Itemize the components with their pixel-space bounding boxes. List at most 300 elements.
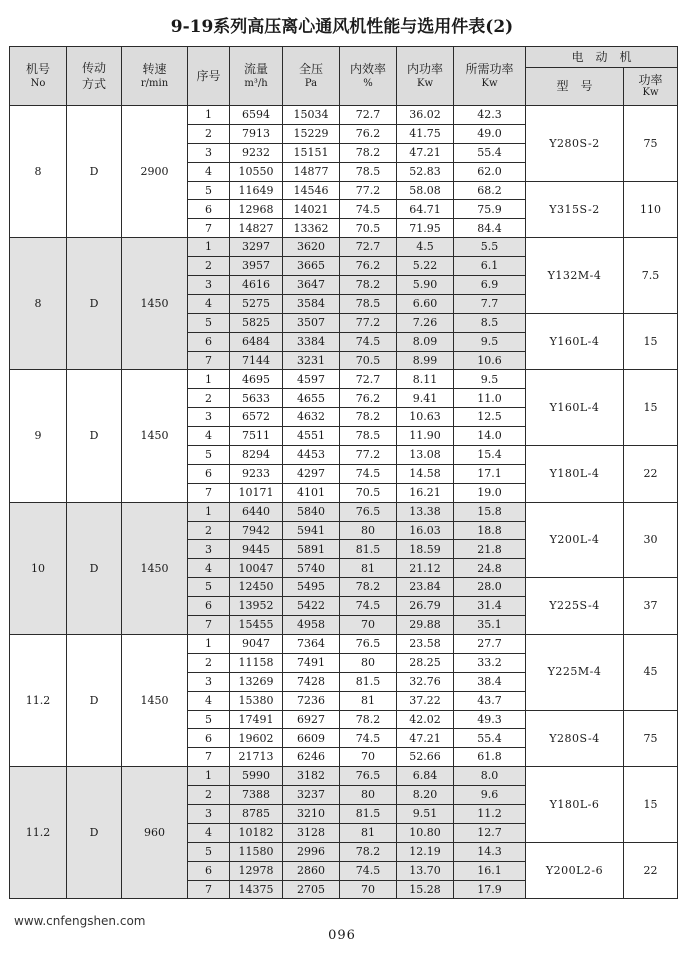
- internal-power-cell: 8.09: [397, 332, 454, 351]
- required-power-cell: 55.4: [454, 729, 526, 748]
- seq-cell: 6: [188, 861, 230, 880]
- internal-power-cell: 41.75: [397, 124, 454, 143]
- required-power-cell: 19.0: [454, 483, 526, 502]
- flow-cell: 10171: [230, 483, 283, 502]
- motor-model-cell: Y280S-4: [526, 710, 624, 767]
- efficiency-cell: 78.2: [340, 842, 397, 861]
- internal-power-cell: 8.11: [397, 370, 454, 389]
- header-internal-power: 内功率 Kw: [397, 47, 454, 106]
- efficiency-cell: 81: [340, 823, 397, 842]
- required-power-cell: 43.7: [454, 691, 526, 710]
- efficiency-cell: 78.2: [340, 578, 397, 597]
- efficiency-cell: 77.2: [340, 446, 397, 465]
- table-row: [10, 238, 678, 257]
- pressure-cell: 7428: [283, 672, 340, 691]
- seq-cell: 2: [188, 653, 230, 672]
- efficiency-cell: 70: [340, 748, 397, 767]
- efficiency-cell: 77.2: [340, 313, 397, 332]
- efficiency-cell: 78.5: [340, 162, 397, 181]
- internal-power-cell: 23.84: [397, 578, 454, 597]
- flow-cell: 5275: [230, 294, 283, 313]
- header-motor: 电 动 机: [526, 47, 678, 68]
- pressure-cell: 3182: [283, 767, 340, 786]
- machine-no-cell: 9: [10, 370, 67, 502]
- internal-power-cell: 16.21: [397, 483, 454, 502]
- motor-model-cell: Y200L2-6: [526, 842, 624, 899]
- required-power-cell: 8.5: [454, 313, 526, 332]
- flow-cell: 5825: [230, 313, 283, 332]
- required-power-cell: 84.4: [454, 219, 526, 238]
- pressure-cell: 7236: [283, 691, 340, 710]
- pressure-cell: 14021: [283, 200, 340, 219]
- efficiency-cell: 72.7: [340, 238, 397, 257]
- flow-cell: 11580: [230, 842, 283, 861]
- flow-cell: 13952: [230, 597, 283, 616]
- pressure-cell: 3665: [283, 257, 340, 276]
- motor-model-cell: Y225S-4: [526, 578, 624, 635]
- flow-cell: 7388: [230, 786, 283, 805]
- internal-power-cell: 29.88: [397, 616, 454, 635]
- internal-power-cell: 71.95: [397, 219, 454, 238]
- flow-cell: 11158: [230, 653, 283, 672]
- efficiency-cell: 74.5: [340, 597, 397, 616]
- header-machine-no: 机号 No: [10, 47, 67, 106]
- seq-cell: 3: [188, 408, 230, 427]
- seq-cell: 3: [188, 276, 230, 295]
- seq-cell: 2: [188, 389, 230, 408]
- pressure-cell: 5422: [283, 597, 340, 616]
- required-power-cell: 15.8: [454, 502, 526, 521]
- efficiency-cell: 77.2: [340, 181, 397, 200]
- flow-cell: 15380: [230, 691, 283, 710]
- required-power-cell: 61.8: [454, 748, 526, 767]
- seq-cell: 7: [188, 483, 230, 502]
- speed-cell: 1450: [122, 370, 188, 502]
- internal-power-cell: 7.26: [397, 313, 454, 332]
- flow-cell: 14827: [230, 219, 283, 238]
- pressure-cell: 6927: [283, 710, 340, 729]
- efficiency-cell: 72.7: [340, 370, 397, 389]
- pressure-cell: 4597: [283, 370, 340, 389]
- seq-cell: 1: [188, 767, 230, 786]
- seq-cell: 5: [188, 446, 230, 465]
- efficiency-cell: 81: [340, 691, 397, 710]
- machine-no-cell: 10: [10, 502, 67, 634]
- internal-power-cell: 9.41: [397, 389, 454, 408]
- required-power-cell: 14.0: [454, 427, 526, 446]
- pressure-cell: 4958: [283, 616, 340, 635]
- pressure-cell: 4453: [283, 446, 340, 465]
- internal-power-cell: 37.22: [397, 691, 454, 710]
- flow-cell: 3957: [230, 257, 283, 276]
- required-power-cell: 49.3: [454, 710, 526, 729]
- flow-cell: 12968: [230, 200, 283, 219]
- efficiency-cell: 74.5: [340, 464, 397, 483]
- efficiency-cell: 76.5: [340, 634, 397, 653]
- pressure-cell: 4632: [283, 408, 340, 427]
- efficiency-cell: 74.5: [340, 200, 397, 219]
- motor-power-cell: 22: [624, 842, 678, 899]
- machine-no-cell: 11.2: [10, 767, 67, 899]
- required-power-cell: 75.9: [454, 200, 526, 219]
- motor-power-cell: 22: [624, 446, 678, 503]
- flow-cell: 8785: [230, 804, 283, 823]
- seq-cell: 3: [188, 672, 230, 691]
- seq-cell: 1: [188, 502, 230, 521]
- efficiency-cell: 78.2: [340, 408, 397, 427]
- seq-cell: 6: [188, 200, 230, 219]
- efficiency-cell: 70: [340, 616, 397, 635]
- efficiency-cell: 80: [340, 521, 397, 540]
- flow-cell: 11649: [230, 181, 283, 200]
- seq-cell: 7: [188, 880, 230, 899]
- motor-power-cell: 110: [624, 181, 678, 238]
- seq-cell: 1: [188, 106, 230, 125]
- seq-cell: 2: [188, 124, 230, 143]
- speed-cell: 2900: [122, 106, 188, 238]
- header-seq: 序号: [188, 47, 230, 106]
- internal-power-cell: 16.03: [397, 521, 454, 540]
- flow-cell: 10182: [230, 823, 283, 842]
- required-power-cell: 9.5: [454, 370, 526, 389]
- table-row: [10, 370, 678, 389]
- motor-power-cell: 15: [624, 370, 678, 446]
- motor-model-cell: Y132M-4: [526, 238, 624, 314]
- pressure-cell: 3128: [283, 823, 340, 842]
- required-power-cell: 62.0: [454, 162, 526, 181]
- motor-model-cell: Y160L-4: [526, 313, 624, 370]
- internal-power-cell: 23.58: [397, 634, 454, 653]
- flow-cell: 13269: [230, 672, 283, 691]
- table-row: [10, 634, 678, 653]
- speed-cell: 1450: [122, 502, 188, 634]
- motor-model-cell: Y280S-2: [526, 106, 624, 182]
- internal-power-cell: 52.66: [397, 748, 454, 767]
- internal-power-cell: 9.51: [397, 804, 454, 823]
- internal-power-cell: 52.83: [397, 162, 454, 181]
- header-motor-power: 功率 Kw: [624, 68, 678, 106]
- motor-power-cell: 15: [624, 313, 678, 370]
- flow-cell: 21713: [230, 748, 283, 767]
- seq-cell: 7: [188, 616, 230, 635]
- motor-model-cell: Y225M-4: [526, 634, 624, 710]
- efficiency-cell: 78.2: [340, 276, 397, 295]
- header-required-power: 所需功率 Kw: [454, 47, 526, 106]
- internal-power-cell: 11.90: [397, 427, 454, 446]
- efficiency-cell: 78.5: [340, 427, 397, 446]
- seq-cell: 4: [188, 294, 230, 313]
- seq-cell: 2: [188, 257, 230, 276]
- pressure-cell: 6609: [283, 729, 340, 748]
- pressure-cell: 3647: [283, 276, 340, 295]
- motor-power-cell: 75: [624, 106, 678, 182]
- efficiency-cell: 74.5: [340, 729, 397, 748]
- efficiency-cell: 81.5: [340, 804, 397, 823]
- required-power-cell: 11.0: [454, 389, 526, 408]
- header-drive: 传动 方式: [67, 47, 122, 106]
- drive-cell: D: [67, 634, 122, 766]
- required-power-cell: 24.8: [454, 559, 526, 578]
- motor-power-cell: 30: [624, 502, 678, 578]
- motor-power-cell: 45: [624, 634, 678, 710]
- speed-cell: 1450: [122, 634, 188, 766]
- efficiency-cell: 76.5: [340, 767, 397, 786]
- required-power-cell: 11.2: [454, 804, 526, 823]
- internal-power-cell: 12.19: [397, 842, 454, 861]
- seq-cell: 6: [188, 729, 230, 748]
- efficiency-cell: 81.5: [340, 540, 397, 559]
- seq-cell: 4: [188, 162, 230, 181]
- flow-cell: 15455: [230, 616, 283, 635]
- seq-cell: 5: [188, 710, 230, 729]
- efficiency-cell: 78.5: [340, 294, 397, 313]
- drive-cell: D: [67, 238, 122, 370]
- seq-cell: 4: [188, 427, 230, 446]
- pressure-cell: 5740: [283, 559, 340, 578]
- motor-model-cell: Y315S-2: [526, 181, 624, 238]
- pressure-cell: 4655: [283, 389, 340, 408]
- required-power-cell: 49.0: [454, 124, 526, 143]
- seq-cell: 1: [188, 634, 230, 653]
- pressure-cell: 3210: [283, 804, 340, 823]
- pressure-cell: 3620: [283, 238, 340, 257]
- flow-cell: 9233: [230, 464, 283, 483]
- flow-cell: 7942: [230, 521, 283, 540]
- seq-cell: 5: [188, 578, 230, 597]
- required-power-cell: 8.0: [454, 767, 526, 786]
- drive-cell: D: [67, 767, 122, 899]
- internal-power-cell: 64.71: [397, 200, 454, 219]
- pressure-cell: 7491: [283, 653, 340, 672]
- pressure-cell: 13362: [283, 219, 340, 238]
- internal-power-cell: 13.08: [397, 446, 454, 465]
- required-power-cell: 16.1: [454, 861, 526, 880]
- pressure-cell: 15034: [283, 106, 340, 125]
- required-power-cell: 6.9: [454, 276, 526, 295]
- speed-cell: 960: [122, 767, 188, 899]
- flow-cell: 12450: [230, 578, 283, 597]
- seq-cell: 5: [188, 842, 230, 861]
- pressure-cell: 4551: [283, 427, 340, 446]
- efficiency-cell: 78.2: [340, 710, 397, 729]
- efficiency-cell: 74.5: [340, 332, 397, 351]
- header-speed: 转速 r/min: [122, 47, 188, 106]
- flow-cell: 14375: [230, 880, 283, 899]
- pressure-cell: 4297: [283, 464, 340, 483]
- flow-cell: 9445: [230, 540, 283, 559]
- efficiency-cell: 80: [340, 786, 397, 805]
- required-power-cell: 31.4: [454, 597, 526, 616]
- pressure-cell: 3237: [283, 786, 340, 805]
- seq-cell: 2: [188, 786, 230, 805]
- required-power-cell: 28.0: [454, 578, 526, 597]
- required-power-cell: 14.3: [454, 842, 526, 861]
- required-power-cell: 15.4: [454, 446, 526, 465]
- seq-cell: 3: [188, 143, 230, 162]
- drive-cell: D: [67, 106, 122, 238]
- internal-power-cell: 14.58: [397, 464, 454, 483]
- pressure-cell: 14877: [283, 162, 340, 181]
- required-power-cell: 9.6: [454, 786, 526, 805]
- header-flow: 流量 m³/h: [230, 47, 283, 106]
- motor-power-cell: 75: [624, 710, 678, 767]
- motor-power-cell: 15: [624, 767, 678, 843]
- flow-cell: 6484: [230, 332, 283, 351]
- seq-cell: 3: [188, 540, 230, 559]
- required-power-cell: 12.5: [454, 408, 526, 427]
- seq-cell: 5: [188, 181, 230, 200]
- flow-cell: 6572: [230, 408, 283, 427]
- pressure-cell: 7364: [283, 634, 340, 653]
- required-power-cell: 35.1: [454, 616, 526, 635]
- internal-power-cell: 13.70: [397, 861, 454, 880]
- header-efficiency: 内效率 %: [340, 47, 397, 106]
- seq-cell: 7: [188, 351, 230, 370]
- motor-model-cell: Y160L-4: [526, 370, 624, 446]
- seq-cell: 3: [188, 804, 230, 823]
- table-row: [10, 767, 678, 786]
- internal-power-cell: 5.90: [397, 276, 454, 295]
- internal-power-cell: 21.12: [397, 559, 454, 578]
- efficiency-cell: 81: [340, 559, 397, 578]
- machine-no-cell: 8: [10, 238, 67, 370]
- internal-power-cell: 6.84: [397, 767, 454, 786]
- seq-cell: 6: [188, 597, 230, 616]
- efficiency-cell: 76.2: [340, 124, 397, 143]
- internal-power-cell: 28.25: [397, 653, 454, 672]
- seq-cell: 6: [188, 464, 230, 483]
- efficiency-cell: 81.5: [340, 672, 397, 691]
- flow-cell: 10047: [230, 559, 283, 578]
- internal-power-cell: 26.79: [397, 597, 454, 616]
- pressure-cell: 15151: [283, 143, 340, 162]
- flow-cell: 8294: [230, 446, 283, 465]
- motor-model-cell: Y180L-6: [526, 767, 624, 843]
- required-power-cell: 10.6: [454, 351, 526, 370]
- flow-cell: 5990: [230, 767, 283, 786]
- table-row: [10, 106, 678, 125]
- required-power-cell: 17.1: [454, 464, 526, 483]
- seq-cell: 7: [188, 748, 230, 767]
- required-power-cell: 18.8: [454, 521, 526, 540]
- required-power-cell: 55.4: [454, 143, 526, 162]
- pressure-cell: 5941: [283, 521, 340, 540]
- required-power-cell: 21.8: [454, 540, 526, 559]
- seq-cell: 5: [188, 313, 230, 332]
- flow-cell: 12978: [230, 861, 283, 880]
- header-motor-model: 型 号: [526, 68, 624, 106]
- pressure-cell: 5891: [283, 540, 340, 559]
- internal-power-cell: 47.21: [397, 729, 454, 748]
- table-row: [10, 502, 678, 521]
- flow-cell: 17491: [230, 710, 283, 729]
- pressure-cell: 3384: [283, 332, 340, 351]
- efficiency-cell: 78.2: [340, 143, 397, 162]
- internal-power-cell: 32.76: [397, 672, 454, 691]
- pressure-cell: 15229: [283, 124, 340, 143]
- page-title: 9-19系列高压离心通风机性能与选用件表(2): [170, 17, 514, 37]
- speed-cell: 1450: [122, 238, 188, 370]
- machine-no-cell: 8: [10, 106, 67, 238]
- pressure-cell: 3507: [283, 313, 340, 332]
- pressure-cell: 2860: [283, 861, 340, 880]
- drive-cell: D: [67, 502, 122, 634]
- flow-cell: 7144: [230, 351, 283, 370]
- required-power-cell: 17.9: [454, 880, 526, 899]
- seq-cell: 1: [188, 370, 230, 389]
- internal-power-cell: 10.80: [397, 823, 454, 842]
- required-power-cell: 68.2: [454, 181, 526, 200]
- seq-cell: 6: [188, 332, 230, 351]
- required-power-cell: 38.4: [454, 672, 526, 691]
- pressure-cell: 3584: [283, 294, 340, 313]
- internal-power-cell: 5.22: [397, 257, 454, 276]
- pressure-cell: 4101: [283, 483, 340, 502]
- pressure-cell: 2705: [283, 880, 340, 899]
- internal-power-cell: 8.99: [397, 351, 454, 370]
- internal-power-cell: 47.21: [397, 143, 454, 162]
- header-pressure: 全压 Pa: [283, 47, 340, 106]
- efficiency-cell: 70: [340, 880, 397, 899]
- machine-no-cell: 11.2: [10, 634, 67, 766]
- required-power-cell: 7.7: [454, 294, 526, 313]
- internal-power-cell: 10.63: [397, 408, 454, 427]
- flow-cell: 4695: [230, 370, 283, 389]
- internal-power-cell: 8.20: [397, 786, 454, 805]
- efficiency-cell: 76.2: [340, 389, 397, 408]
- required-power-cell: 5.5: [454, 238, 526, 257]
- flow-cell: 19602: [230, 729, 283, 748]
- fan-selection-table: [9, 46, 678, 899]
- motor-power-cell: 7.5: [624, 238, 678, 314]
- efficiency-cell: 70.5: [340, 483, 397, 502]
- flow-cell: 10550: [230, 162, 283, 181]
- flow-cell: 7511: [230, 427, 283, 446]
- seq-cell: 4: [188, 691, 230, 710]
- pressure-cell: 2996: [283, 842, 340, 861]
- internal-power-cell: 42.02: [397, 710, 454, 729]
- drive-cell: D: [67, 370, 122, 502]
- pressure-cell: 14546: [283, 181, 340, 200]
- efficiency-cell: 76.2: [340, 257, 397, 276]
- flow-cell: 3297: [230, 238, 283, 257]
- internal-power-cell: 18.59: [397, 540, 454, 559]
- efficiency-cell: 76.5: [340, 502, 397, 521]
- motor-power-cell: 37: [624, 578, 678, 635]
- efficiency-cell: 74.5: [340, 861, 397, 880]
- required-power-cell: 42.3: [454, 106, 526, 125]
- efficiency-cell: 70.5: [340, 351, 397, 370]
- pressure-cell: 5840: [283, 502, 340, 521]
- seq-cell: 7: [188, 219, 230, 238]
- flow-cell: 4616: [230, 276, 283, 295]
- internal-power-cell: 15.28: [397, 880, 454, 899]
- internal-power-cell: 58.08: [397, 181, 454, 200]
- pressure-cell: 6246: [283, 748, 340, 767]
- internal-power-cell: 36.02: [397, 106, 454, 125]
- motor-model-cell: Y180L-4: [526, 446, 624, 503]
- internal-power-cell: 4.5: [397, 238, 454, 257]
- required-power-cell: 27.7: [454, 634, 526, 653]
- flow-cell: 6594: [230, 106, 283, 125]
- required-power-cell: 9.5: [454, 332, 526, 351]
- flow-cell: 9047: [230, 634, 283, 653]
- pressure-cell: 5495: [283, 578, 340, 597]
- seq-cell: 1: [188, 238, 230, 257]
- required-power-cell: 33.2: [454, 653, 526, 672]
- efficiency-cell: 72.7: [340, 106, 397, 125]
- footer-website: www.cnfengshen.com: [14, 914, 146, 928]
